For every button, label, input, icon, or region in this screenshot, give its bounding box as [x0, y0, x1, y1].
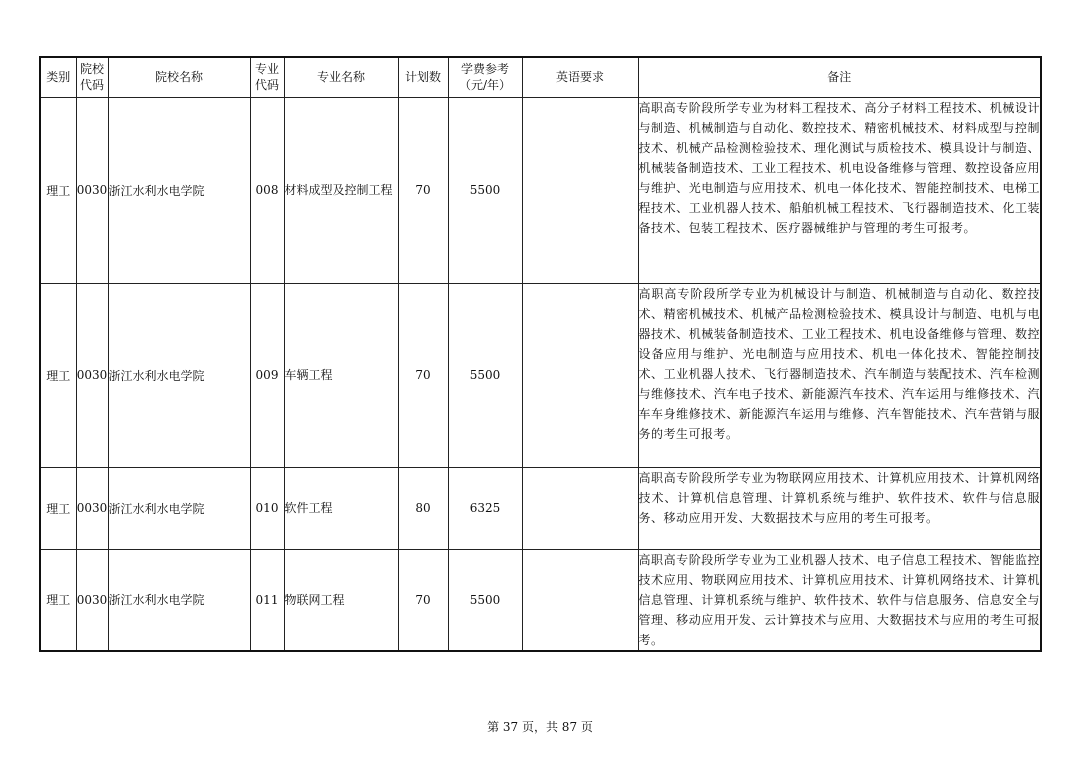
cell-major-code: 010 — [250, 467, 284, 549]
cell-remarks: 高职高专阶段所学专业为物联网应用技术、计算机应用技术、计算机网络技术、计算机信息管理、计算机系统与维护、软件技术、软件与信息服务、移动应用开发、大数据技术与应用的考生可报考。 — [638, 467, 1041, 549]
cell-school-name: 浙江水利水电学院 — [108, 467, 250, 549]
header-english: 英语要求 — [522, 57, 638, 97]
table-row — [40, 283, 1041, 467]
header-tuition: 学费参考（元/年） — [448, 57, 522, 97]
header-school-name: 院校名称 — [108, 57, 250, 97]
cell-plan-count: 80 — [398, 467, 448, 549]
cell-major-name: 物联网工程 — [284, 549, 398, 651]
cell-school-name: 浙江水利水电学院 — [108, 283, 250, 467]
header-major-code: 专业代码 — [250, 57, 284, 97]
cell-major-name: 车辆工程 — [284, 283, 398, 467]
cell-major-code: 009 — [250, 283, 284, 467]
cell-tuition: 5500 — [448, 283, 522, 467]
cell-school-code: 0030 — [76, 283, 108, 467]
cell-major-name: 材料成型及控制工程 — [284, 97, 398, 283]
cell-category: 理工 — [40, 97, 76, 283]
cell-english — [522, 283, 638, 467]
cell-remarks: 高职高专阶段所学专业为工业机器人技术、电子信息工程技术、智能监控技术应用、物联网应用技术、计算机应用技术、计算机网络技术、计算机信息管理、计算机系统与维护、软件技术、软件与信息服务、信息安全与管理、移动应用开发、云计算技术与应用、大数据技术与应用的考生可报考。 — [638, 549, 1041, 651]
cell-category: 理工 — [40, 283, 76, 467]
header-school-code: 院校代码 — [76, 57, 108, 97]
cell-english — [522, 467, 638, 549]
admission-table — [39, 56, 1042, 652]
cell-remarks: 高职高专阶段所学专业为材料工程技术、高分子材料工程技术、机械设计与制造、机械制造与自动化、数控技术、精密机械技术、材料成型与控制技术、机械产品检测检验技术、理化测试与质检技术、模具设计与制造、机械装备制造技术、工业工程技术、机电设备维修与管理、数控设备应用与维护、光电制造与应用技术、机电一体化技术、智能控制技术、电梯工程技术、工业机器人技术、船舶机械工程技术、飞行器制造技术、化工装备技术、包装工程技术、医疗器械维护与管理的考生可报考。 — [638, 97, 1041, 283]
table-row — [40, 97, 1041, 283]
cell-category: 理工 — [40, 467, 76, 549]
cell-english — [522, 97, 638, 283]
cell-major-code: 008 — [250, 97, 284, 283]
table-row — [40, 549, 1041, 651]
header-category: 类别 — [40, 57, 76, 97]
cell-school-code: 0030 — [76, 97, 108, 283]
cell-school-name: 浙江水利水电学院 — [108, 97, 250, 283]
cell-tuition: 5500 — [448, 549, 522, 651]
table-row — [40, 467, 1041, 549]
cell-school-code: 0030 — [76, 467, 108, 549]
cell-tuition: 5500 — [448, 97, 522, 283]
header-major-name: 专业名称 — [284, 57, 398, 97]
cell-tuition: 6325 — [448, 467, 522, 549]
cell-school-code: 0030 — [76, 549, 108, 651]
cell-major-name: 软件工程 — [284, 467, 398, 549]
cell-category: 理工 — [40, 549, 76, 651]
page-number: 第 37 页，共 87 页 — [487, 720, 593, 734]
cell-school-name: 浙江水利水电学院 — [108, 549, 250, 651]
header-row — [40, 57, 1041, 97]
cell-plan-count: 70 — [398, 283, 448, 467]
header-plan-count: 计划数 — [398, 57, 448, 97]
cell-remarks: 高职高专阶段所学专业为机械设计与制造、机械制造与自动化、数控技术、精密机械技术、机械产品检测检验技术、模具设计与制造、电机与电器技术、机械装备制造技术、工业工程技术、机电设备维修与管理、数控设备应用与维护、光电制造与应用技术、机电一体化技术、智能控制技术、工业机器人技术、飞行器制造技术、汽车制造与装配技术、汽车检测与维修技术、汽车电子技术、新能源汽车技术、汽车运用与维修技术、汽车车身维修技术、新能源汽车运用与维修、汽车智能技术、汽车营销与服务的考生可报考。 — [638, 283, 1041, 467]
cell-plan-count: 70 — [398, 97, 448, 283]
cell-plan-count: 70 — [398, 549, 448, 651]
cell-english — [522, 549, 638, 651]
cell-major-code: 011 — [250, 549, 284, 651]
header-remarks: 备注 — [638, 57, 1041, 97]
